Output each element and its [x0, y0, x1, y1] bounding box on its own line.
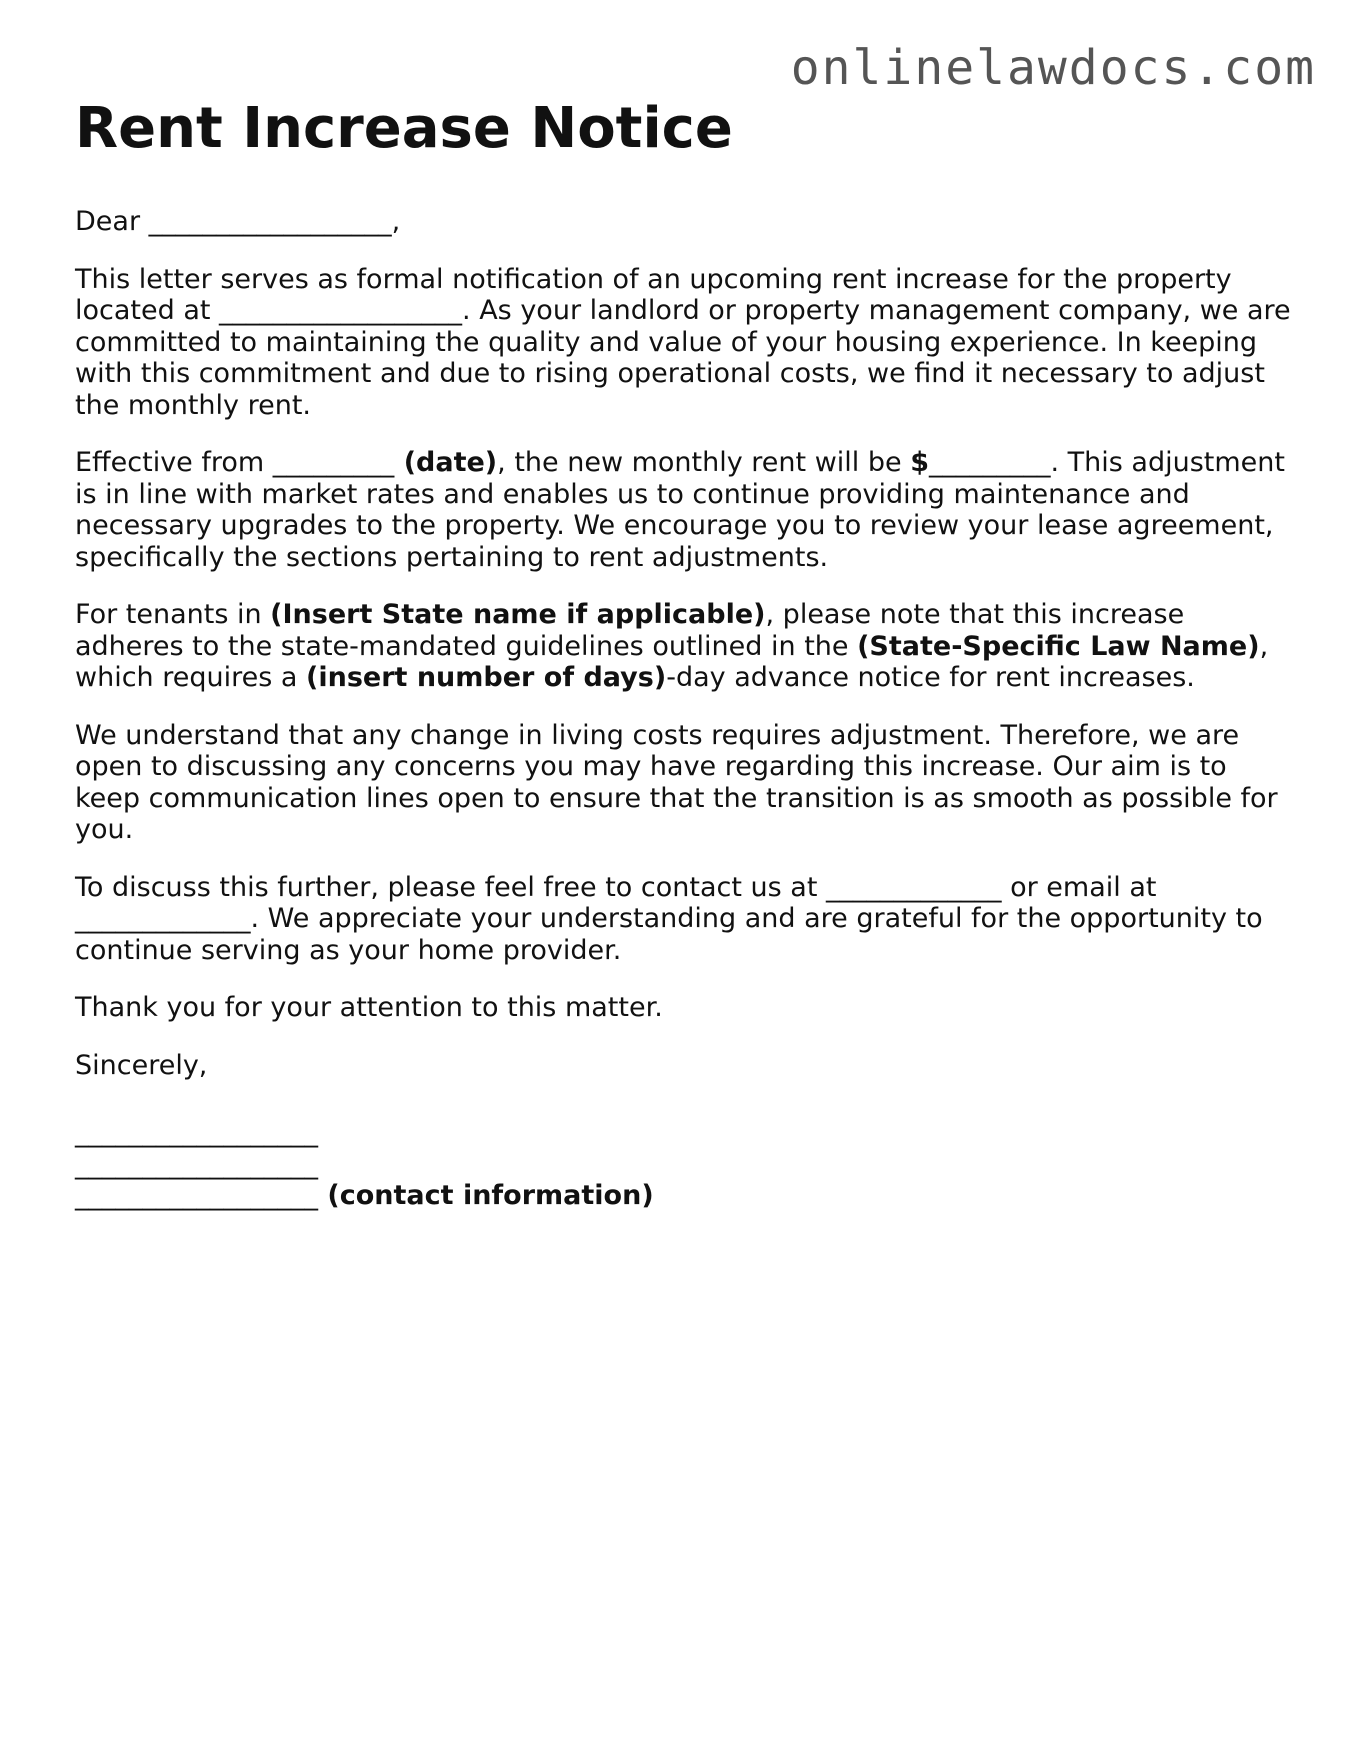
- paragraph-contact: [75, 872, 1295, 967]
- closing: Sincerely,: [75, 1049, 208, 1081]
- effective-date-blank[interactable]: _________: [272, 447, 395, 478]
- document-body: [75, 96, 1295, 1238]
- para3-text-d: -day advance notice for rent increases.: [666, 662, 1195, 693]
- para5-text-a: To discuss this further, please feel free to contact us at: [75, 871, 827, 903]
- email-blank[interactable]: _____________: [75, 903, 251, 934]
- greeting-prefix: Dear: [75, 206, 149, 237]
- dollar-sign: $: [910, 447, 929, 478]
- contact-information-label: (contact information): [318, 1180, 654, 1211]
- para2-text-c: . This adjustment is in line with market rates and enables us to continue providing maintenance and necessary upgrades to the property. We encourage you to review your lease agreement, specifically the sections pertaining to rent adjustments.: [75, 447, 1285, 573]
- recipient-name-blank[interactable]: __________________: [148, 206, 392, 237]
- paragraph-thanks: Thank you for your attention to this matter.: [75, 992, 663, 1023]
- greeting-suffix: ,: [391, 206, 401, 237]
- para2-text-b: , the new monthly rent will be: [497, 447, 911, 478]
- document-title: Rent Increase Notice: [75, 96, 733, 161]
- greeting: [75, 206, 1295, 238]
- para1-text-a: This letter serves as formal notification of an upcoming rent increase for the property located at: [75, 263, 1232, 326]
- signature-block: [75, 1117, 1295, 1212]
- para3-text-b: , please note that this increase adheres to the state-mandated guidelines outlined in the: [75, 599, 1185, 662]
- law-name-placeholder: (State-Specific Law Name): [857, 630, 1260, 662]
- paragraph-notification: [75, 264, 1295, 422]
- property-address-blank[interactable]: __________________: [219, 295, 463, 326]
- contact-blank[interactable]: __________________: [75, 1180, 318, 1211]
- para5-text-b: or email at: [1001, 871, 1157, 903]
- para2-text-a: Effective from: [75, 447, 273, 478]
- para1-text-b: . As your landlord or property management company, we are committed to maintaining the quality and value of your housing experience. In keeping with this commitment and due to rising operational costs, we find it necessary to adjust the monthly rent.: [75, 295, 1291, 421]
- paragraph-effective-date: [75, 447, 1295, 573]
- contact-line: [75, 1180, 1295, 1212]
- para3-text-c: , which requires a: [75, 630, 1269, 693]
- paragraph-discussion: We understand that any change in living costs requires adjustment. Therefore, we are open to discussing any concerns you may have regarding this increase. Our aim is to keep communication lines open to ensure that the transition is as smooth as possible for you.: [75, 719, 1278, 845]
- signature-blank[interactable]: __________________: [75, 1117, 318, 1148]
- paragraph-state-law: [75, 599, 1295, 694]
- date-label: (date): [394, 447, 498, 478]
- notice-days-placeholder: (insert number of days): [306, 662, 667, 693]
- name-blank[interactable]: __________________: [75, 1148, 318, 1180]
- state-name-placeholder: (Insert State name if applicable): [270, 599, 766, 630]
- watermark: onlinelawdocs.com: [790, 40, 1316, 96]
- phone-blank[interactable]: _____________: [826, 871, 1002, 903]
- rent-amount-blank[interactable]: _________: [929, 447, 1051, 478]
- para5-text-c: . We appreciate your understanding and are grateful for the opportunity to continue serving as your home provider.: [75, 903, 1263, 966]
- para3-text-a: For tenants in: [75, 599, 271, 630]
